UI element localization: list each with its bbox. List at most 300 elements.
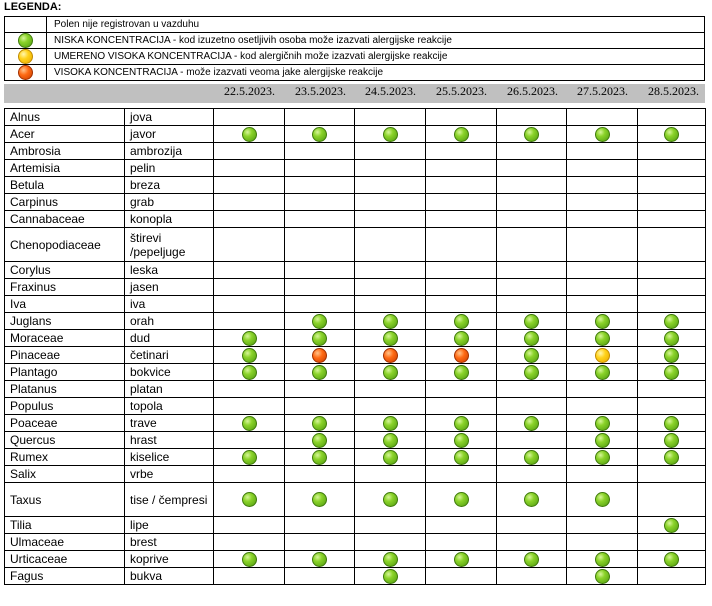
green-dot-icon [242, 365, 257, 380]
level-cell [497, 466, 567, 483]
level-cell [638, 143, 706, 160]
level-cell [497, 347, 567, 364]
level-cell [426, 398, 497, 415]
table-row [5, 381, 706, 398]
latin-name: Rumex [5, 449, 125, 466]
level-cell [497, 330, 567, 347]
green-dot-icon [595, 450, 610, 465]
latin-name: Fraxinus [5, 279, 125, 296]
level-cell [567, 109, 638, 126]
level-cell [638, 415, 706, 432]
green-dot-icon [242, 416, 257, 431]
latin-name: Iva [5, 296, 125, 313]
level-cell [426, 160, 497, 177]
date-header: 25.5.2023. [436, 84, 487, 98]
level-cell [355, 551, 426, 568]
level-cell [355, 126, 426, 143]
level-cell [567, 177, 638, 194]
latin-name: Ambrosia [5, 143, 125, 160]
level-cell [567, 381, 638, 398]
local-name: topola [125, 398, 214, 415]
green-dot-icon [242, 450, 257, 465]
green-dot-icon [524, 365, 539, 380]
green-dot-icon [524, 127, 539, 142]
level-cell [214, 262, 285, 279]
green-dot-icon [242, 552, 257, 567]
level-cell [426, 364, 497, 381]
table-row [5, 568, 706, 585]
level-cell [497, 262, 567, 279]
level-cell [497, 143, 567, 160]
yellow-dot-icon [18, 49, 33, 64]
latin-name: Chenopodiaceae [5, 228, 125, 262]
level-cell [285, 279, 355, 296]
green-dot-icon [312, 127, 327, 142]
level-cell [426, 449, 497, 466]
legend-icon-cell [5, 17, 47, 33]
level-cell [355, 415, 426, 432]
legend-text-orange: VISOKA KONCENTRACIJA - može izazvati veoma jake alergijske reakcije [47, 65, 705, 81]
latin-name: Carpinus [5, 194, 125, 211]
level-cell [497, 228, 567, 262]
level-cell [567, 126, 638, 143]
level-cell [638, 449, 706, 466]
level-cell [214, 534, 285, 551]
local-name: pelin [125, 160, 214, 177]
level-cell [638, 466, 706, 483]
green-dot-icon [454, 127, 469, 142]
level-cell [426, 568, 497, 585]
table-row [5, 415, 706, 432]
yellow-dot-icon [595, 348, 610, 363]
level-cell [567, 313, 638, 330]
level-cell [214, 177, 285, 194]
legend-table [4, 16, 705, 81]
level-cell [426, 432, 497, 449]
legend-row-green [5, 33, 705, 49]
table-row [5, 313, 706, 330]
level-cell [355, 432, 426, 449]
level-cell [214, 517, 285, 534]
latin-name: Alnus [5, 109, 125, 126]
level-cell [214, 415, 285, 432]
level-cell [638, 364, 706, 381]
green-dot-icon [524, 331, 539, 346]
local-name: grab [125, 194, 214, 211]
level-cell [567, 160, 638, 177]
level-cell [638, 126, 706, 143]
green-dot-icon [664, 433, 679, 448]
level-cell [214, 296, 285, 313]
level-cell [285, 143, 355, 160]
level-cell [426, 551, 497, 568]
level-cell [355, 347, 426, 364]
local-name: četinari [125, 347, 214, 364]
level-cell [426, 211, 497, 228]
green-dot-icon [312, 552, 327, 567]
level-cell [285, 364, 355, 381]
level-cell [285, 296, 355, 313]
date-header: 26.5.2023. [507, 84, 558, 98]
pollen-table [4, 108, 706, 585]
level-cell [355, 466, 426, 483]
level-cell [285, 517, 355, 534]
green-dot-icon [664, 348, 679, 363]
table-row [5, 466, 706, 483]
level-cell [355, 296, 426, 313]
green-dot-icon [312, 416, 327, 431]
local-name: hrast [125, 432, 214, 449]
level-cell [497, 432, 567, 449]
green-dot-icon [454, 416, 469, 431]
level-cell [214, 143, 285, 160]
date-header: 24.5.2023. [365, 84, 416, 98]
level-cell [355, 568, 426, 585]
level-cell [355, 449, 426, 466]
date-header: 23.5.2023. [295, 84, 346, 98]
green-dot-icon [664, 552, 679, 567]
level-cell [638, 398, 706, 415]
local-name: štirevi /pepeljuge [125, 228, 214, 262]
local-name: bokvice [125, 364, 214, 381]
local-name: orah [125, 313, 214, 330]
table-row [5, 143, 706, 160]
level-cell [638, 381, 706, 398]
local-name: platan [125, 381, 214, 398]
level-cell [497, 109, 567, 126]
level-cell [214, 483, 285, 517]
level-cell [638, 177, 706, 194]
green-dot-icon [595, 365, 610, 380]
level-cell [426, 279, 497, 296]
latin-name: Quercus [5, 432, 125, 449]
latin-name: Fagus [5, 568, 125, 585]
level-cell [355, 381, 426, 398]
level-cell [638, 279, 706, 296]
level-cell [426, 415, 497, 432]
green-dot-icon [454, 365, 469, 380]
level-cell [567, 194, 638, 211]
level-cell [355, 228, 426, 262]
latin-name: Taxus [5, 483, 125, 517]
green-dot-icon [664, 314, 679, 329]
green-dot-icon [664, 365, 679, 380]
table-row [5, 296, 706, 313]
level-cell [355, 177, 426, 194]
green-dot-icon [454, 314, 469, 329]
level-cell [497, 568, 567, 585]
table-row [5, 177, 706, 194]
local-name: javor [125, 126, 214, 143]
level-cell [426, 313, 497, 330]
level-cell [638, 228, 706, 262]
green-dot-icon [454, 433, 469, 448]
level-cell [285, 109, 355, 126]
local-name: ambrozija [125, 143, 214, 160]
level-cell [426, 126, 497, 143]
level-cell [355, 483, 426, 517]
local-name: kiselice [125, 449, 214, 466]
level-cell [214, 551, 285, 568]
green-dot-icon [454, 492, 469, 507]
green-dot-icon [312, 450, 327, 465]
local-name: vrbe [125, 466, 214, 483]
level-cell [426, 466, 497, 483]
level-cell [214, 568, 285, 585]
latin-name: Populus [5, 398, 125, 415]
level-cell [638, 432, 706, 449]
level-cell [285, 160, 355, 177]
green-dot-icon [454, 450, 469, 465]
level-cell [214, 432, 285, 449]
table-row [5, 483, 706, 517]
green-dot-icon [383, 569, 398, 584]
table-row [5, 109, 706, 126]
level-cell [426, 347, 497, 364]
table-row [5, 398, 706, 415]
latin-name: Salix [5, 466, 125, 483]
level-cell [355, 534, 426, 551]
level-cell [567, 466, 638, 483]
green-dot-icon [383, 331, 398, 346]
level-cell [214, 194, 285, 211]
level-cell [355, 109, 426, 126]
level-cell [355, 194, 426, 211]
level-cell [426, 330, 497, 347]
level-cell [214, 160, 285, 177]
legend-row-orange [5, 65, 705, 81]
green-dot-icon [383, 365, 398, 380]
level-cell [426, 534, 497, 551]
level-cell [355, 143, 426, 160]
level-cell [638, 330, 706, 347]
table-row [5, 228, 706, 262]
green-dot-icon [383, 314, 398, 329]
green-dot-icon [595, 569, 610, 584]
level-cell [567, 279, 638, 296]
level-cell [567, 262, 638, 279]
level-cell [497, 551, 567, 568]
level-cell [567, 296, 638, 313]
level-cell [355, 313, 426, 330]
level-cell [497, 415, 567, 432]
latin-name: Artemisia [5, 160, 125, 177]
level-cell [285, 568, 355, 585]
level-cell [355, 330, 426, 347]
local-name: leska [125, 262, 214, 279]
level-cell [285, 330, 355, 347]
level-cell [638, 262, 706, 279]
level-cell [214, 364, 285, 381]
level-cell [426, 143, 497, 160]
level-cell [214, 109, 285, 126]
level-cell [426, 194, 497, 211]
green-dot-icon [383, 552, 398, 567]
level-cell [638, 211, 706, 228]
level-cell [497, 160, 567, 177]
level-cell [426, 381, 497, 398]
green-dot-icon [454, 331, 469, 346]
level-cell [355, 211, 426, 228]
local-name: iva [125, 296, 214, 313]
level-cell [285, 194, 355, 211]
table-row [5, 517, 706, 534]
green-dot-icon [242, 127, 257, 142]
level-cell [497, 313, 567, 330]
green-dot-icon [383, 127, 398, 142]
level-cell [426, 296, 497, 313]
level-cell [567, 211, 638, 228]
latin-name: Moraceae [5, 330, 125, 347]
level-cell [214, 398, 285, 415]
orange-dot-icon [454, 348, 469, 363]
level-cell [567, 347, 638, 364]
level-cell [426, 109, 497, 126]
level-cell [638, 517, 706, 534]
level-cell [638, 534, 706, 551]
level-cell [497, 398, 567, 415]
green-dot-icon [595, 492, 610, 507]
level-cell [214, 330, 285, 347]
level-cell [638, 296, 706, 313]
latin-name: Juglans [5, 313, 125, 330]
green-dot-icon [18, 33, 33, 48]
table-row [5, 262, 706, 279]
level-cell [567, 330, 638, 347]
level-cell [638, 194, 706, 211]
level-cell [426, 517, 497, 534]
level-cell [497, 534, 567, 551]
legend-row-yellow [5, 49, 705, 65]
green-dot-icon [383, 450, 398, 465]
level-cell [426, 262, 497, 279]
green-dot-icon [595, 314, 610, 329]
level-cell [638, 568, 706, 585]
legend-text-green: NISKA KONCENTRACIJA - kod izuzetno osetljivih osoba može izazvati alergijske reakcije [47, 33, 705, 49]
latin-name: Corylus [5, 262, 125, 279]
local-name: brest [125, 534, 214, 551]
level-cell [638, 313, 706, 330]
orange-dot-icon [383, 348, 398, 363]
level-cell [214, 381, 285, 398]
dates-header [4, 84, 705, 103]
level-cell [497, 177, 567, 194]
latin-name: Urticaceae [5, 551, 125, 568]
level-cell [285, 126, 355, 143]
level-cell [497, 449, 567, 466]
green-dot-icon [312, 331, 327, 346]
local-name: trave [125, 415, 214, 432]
level-cell [214, 347, 285, 364]
green-dot-icon [524, 314, 539, 329]
level-cell [285, 262, 355, 279]
green-dot-icon [383, 433, 398, 448]
orange-dot-icon [312, 348, 327, 363]
level-cell [214, 466, 285, 483]
level-cell [285, 381, 355, 398]
level-cell [497, 483, 567, 517]
green-dot-icon [524, 348, 539, 363]
table-row [5, 534, 706, 551]
level-cell [426, 177, 497, 194]
latin-name: Plantago [5, 364, 125, 381]
legend-text-yellow: UMERENO VISOKA KONCENTRACIJA - kod alergičnih može izazvati alergijske reakcije [47, 49, 705, 65]
latin-name: Ulmaceae [5, 534, 125, 551]
table-row [5, 432, 706, 449]
green-dot-icon [664, 416, 679, 431]
level-cell [285, 347, 355, 364]
local-name: breza [125, 177, 214, 194]
level-cell [567, 143, 638, 160]
level-cell [214, 279, 285, 296]
latin-name: Poaceae [5, 415, 125, 432]
green-dot-icon [312, 433, 327, 448]
level-cell [638, 483, 706, 517]
level-cell [497, 279, 567, 296]
level-cell [567, 517, 638, 534]
green-dot-icon [524, 450, 539, 465]
green-dot-icon [454, 552, 469, 567]
local-name: jova [125, 109, 214, 126]
level-cell [497, 194, 567, 211]
latin-name: Acer [5, 126, 125, 143]
local-name: koprive [125, 551, 214, 568]
level-cell [426, 228, 497, 262]
level-cell [567, 534, 638, 551]
level-cell [567, 415, 638, 432]
level-cell [214, 313, 285, 330]
table-row [5, 160, 706, 177]
level-cell [355, 262, 426, 279]
level-cell [285, 228, 355, 262]
latin-name: Platanus [5, 381, 125, 398]
level-cell [638, 347, 706, 364]
level-cell [285, 415, 355, 432]
level-cell [567, 398, 638, 415]
level-cell [497, 517, 567, 534]
table-row [5, 330, 706, 347]
legend-title: LEGENDA: [4, 1, 62, 13]
green-dot-icon [664, 331, 679, 346]
green-dot-icon [524, 492, 539, 507]
table-row [5, 126, 706, 143]
table-row [5, 347, 706, 364]
level-cell [497, 381, 567, 398]
date-header: 22.5.2023. [224, 84, 275, 98]
level-cell [355, 517, 426, 534]
level-cell [285, 449, 355, 466]
green-dot-icon [383, 492, 398, 507]
green-dot-icon [664, 127, 679, 142]
level-cell [285, 177, 355, 194]
latin-name: Pinaceae [5, 347, 125, 364]
level-cell [355, 398, 426, 415]
green-dot-icon [312, 365, 327, 380]
level-cell [497, 296, 567, 313]
local-name: lipe [125, 517, 214, 534]
level-cell [285, 432, 355, 449]
legend-text-none: Polen nije registrovan u vazduhu [47, 17, 705, 33]
latin-name: Cannabaceae [5, 211, 125, 228]
level-cell [214, 228, 285, 262]
level-cell [638, 109, 706, 126]
green-dot-icon [524, 416, 539, 431]
green-dot-icon [312, 314, 327, 329]
level-cell [567, 432, 638, 449]
latin-name: Betula [5, 177, 125, 194]
green-dot-icon [242, 331, 257, 346]
level-cell [497, 126, 567, 143]
